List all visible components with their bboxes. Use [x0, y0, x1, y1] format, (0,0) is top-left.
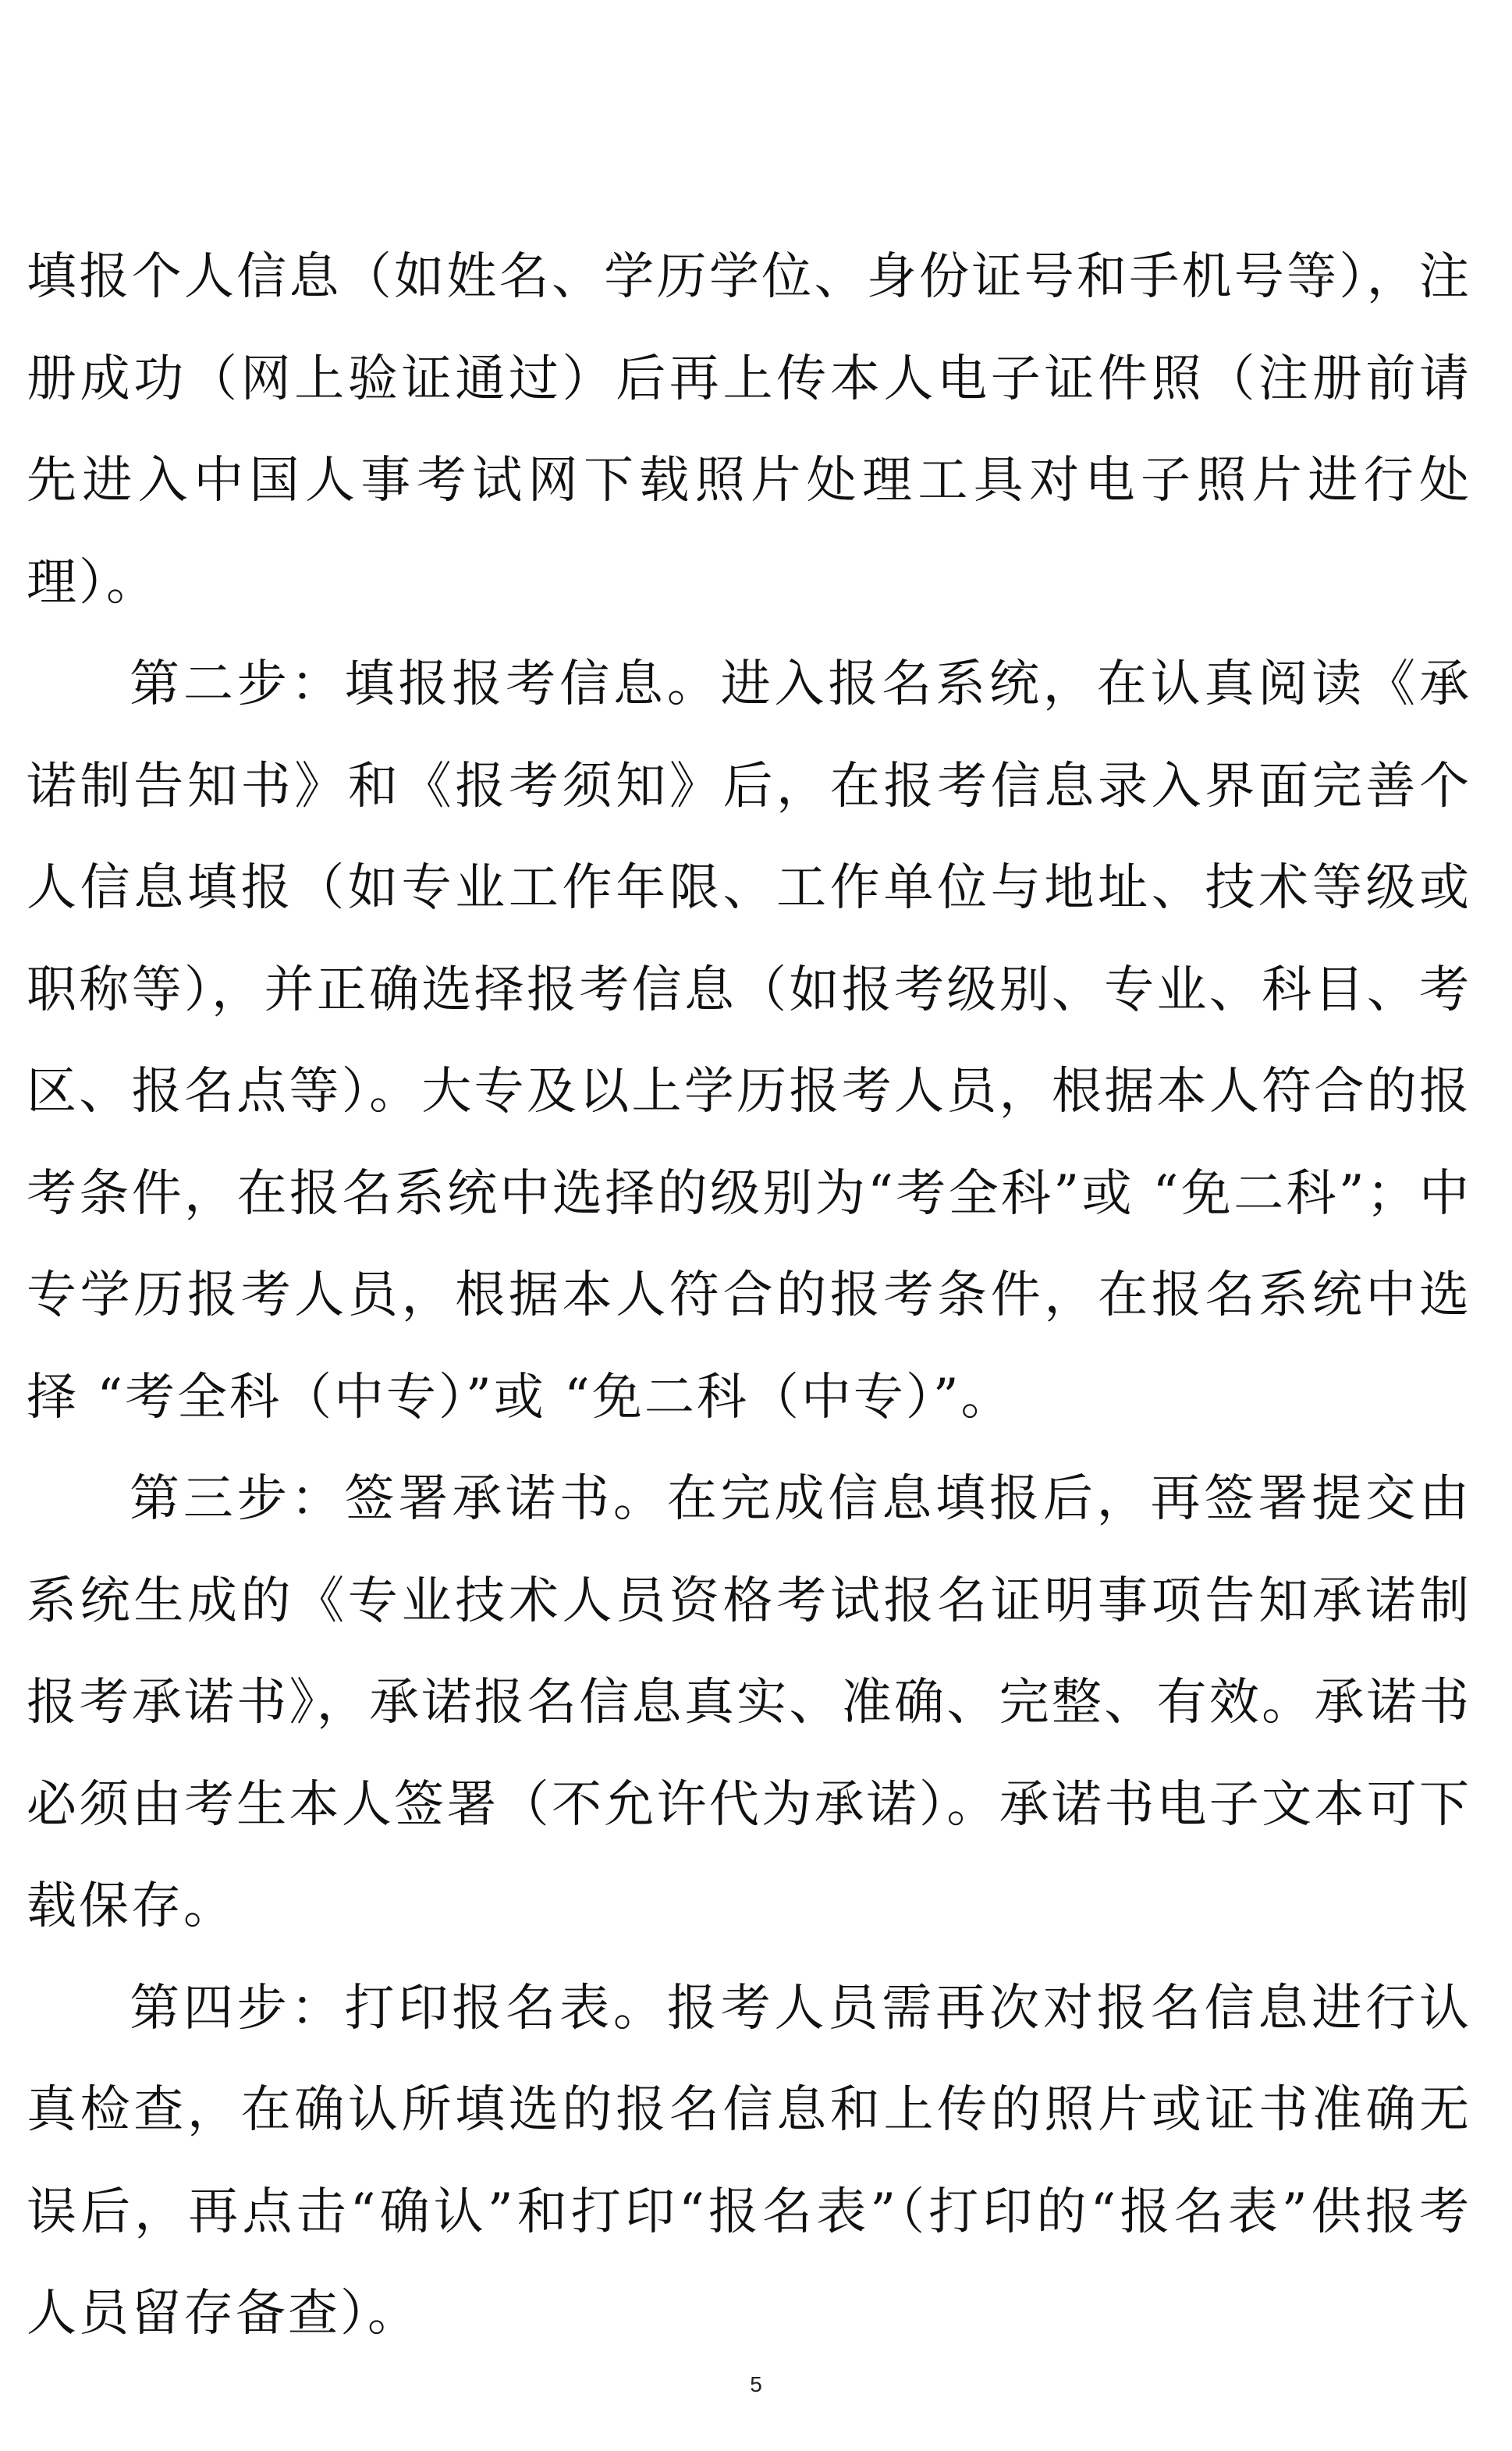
- paragraph-step-three: 第三步：签署承诺书。在完成信息填报后，再签署提交由系统生成的《专业技术人员资格考试报名证明事项告知承诺制报考承诺书》，承诺报名信息真实、准确、完整、有效。承诺书必须由考生本人签署（不允许代为承诺）。承诺书电子文本可下载保存。: [27, 1470, 1471, 1935]
- paragraph-personal-info-continued: 填报个人信息（如姓名、学历学位、身份证号和手机号等），注册成功（网上验证通过）后再上传本人电子证件照（注册前请先进入中国人事考试网下载照片处理工具对电子照片进行处理）。: [27, 248, 1471, 612]
- paragraph-step-two: 第二步：填报报考信息。进入报名系统，在认真阅读《承诺制告知书》和《报考须知》后，在报考信息录入界面完善个人信息填报（如专业工作年限、工作单位与地址、技术等级或职称等），并正确选择报考信息（如报考级别、专业、科目、考区、报名点等）。大专及以上学历报考人员，根据本人符合的报考条件，在报名系统中选择的级别为“考全科”或 “免二科”；中专学历报考人员，根据本人符合的报考条件，在报名系统中选择 “考全科（中专）”或 “免二科（中专）”。: [27, 655, 1471, 1426]
- page-number: 5: [750, 2372, 762, 2396]
- paragraph-step-four: 第四步：打印报名表。报考人员需再次对报名信息进行认真检查，在确认所填选的报名信息和上传的照片或证书准确无误后，再点击“确认”和打印“报名表”（打印的“报名表”供报考人员留存备查）。: [27, 1979, 1471, 2343]
- document-body: [27, 226, 1471, 2365]
